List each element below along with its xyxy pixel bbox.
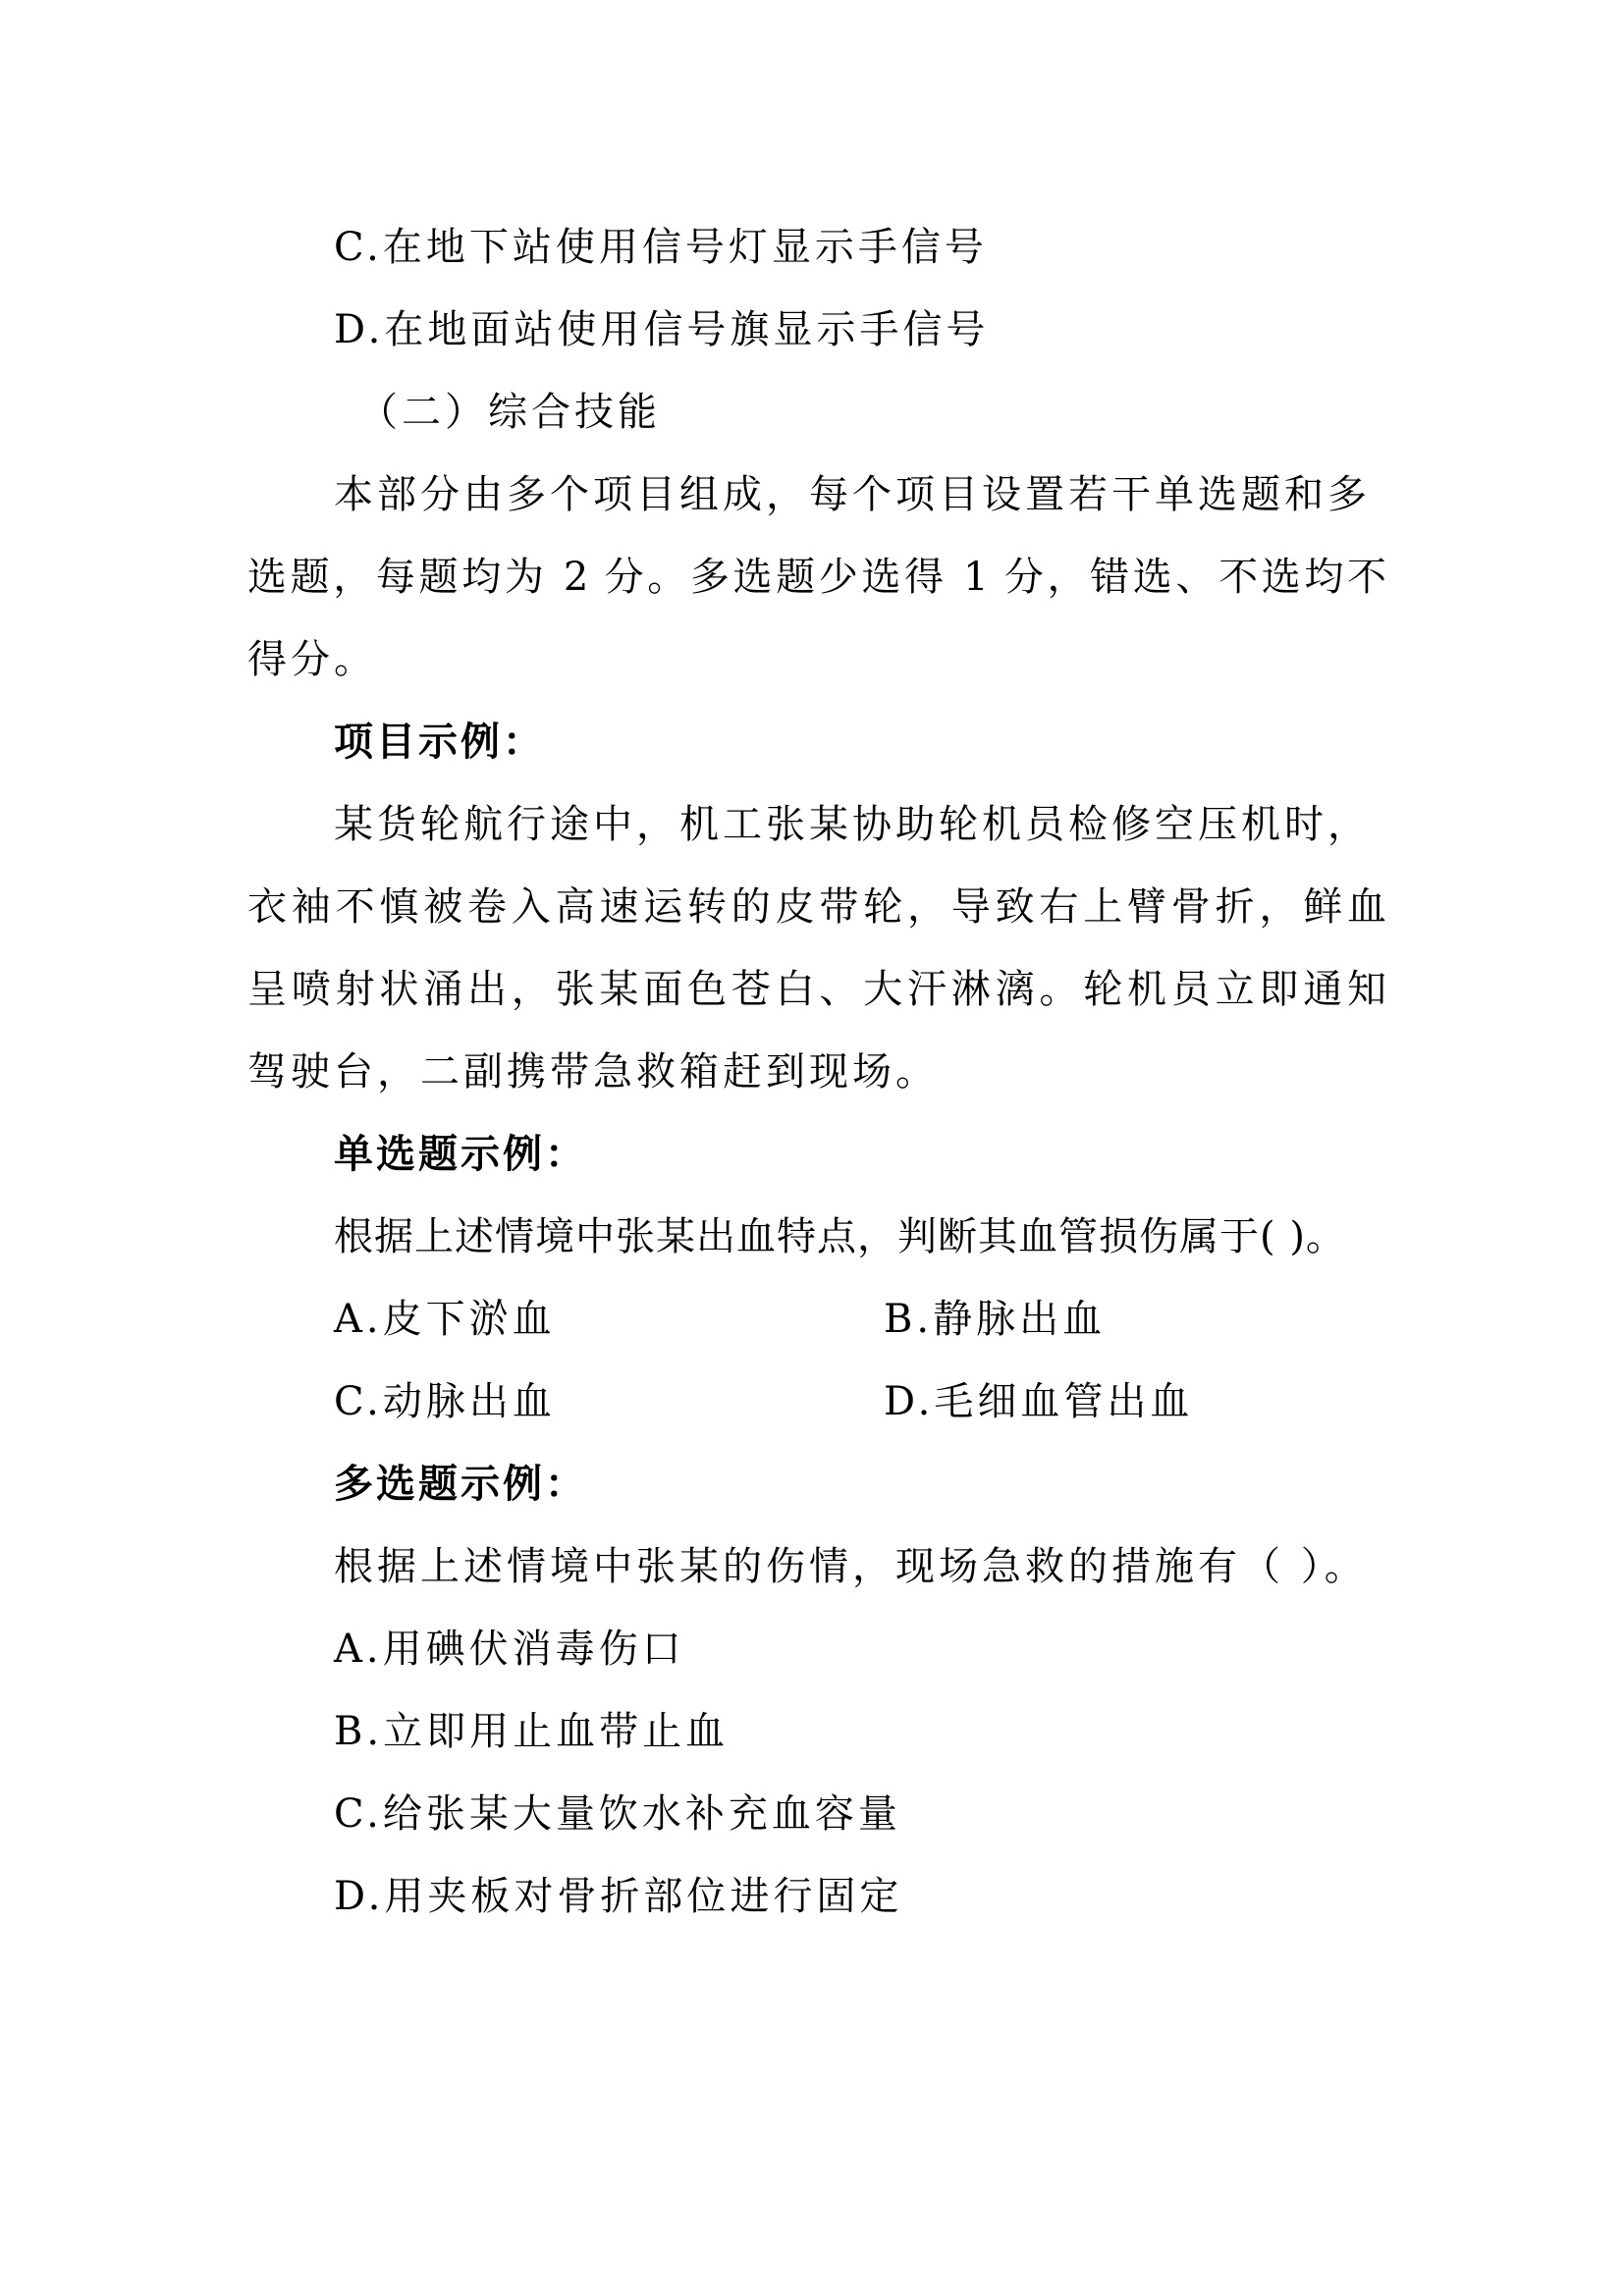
single-choice-heading: 单选题示例： bbox=[334, 1132, 587, 1177]
multi-option-a: A.用碘伏消毒伤口 bbox=[334, 1627, 685, 1672]
multi-option-b: B.立即用止血带止血 bbox=[334, 1709, 730, 1754]
example-heading: 项目示例： bbox=[334, 720, 545, 765]
intro-line-1: 本部分由多个项目组成，每个项目设置若干单选题和多 bbox=[334, 472, 1371, 517]
prev-option-d: D.在地面站使用信号旗显示手信号 bbox=[334, 307, 990, 352]
multi-choice-heading: 多选题示例： bbox=[334, 1462, 587, 1507]
single-option-a: A.皮下淤血 bbox=[334, 1297, 556, 1342]
single-option-d: D.毛细血管出血 bbox=[884, 1379, 1194, 1424]
single-choice-question: 根据上述情境中张某出血特点，判断其血管损伤属于( )。 bbox=[334, 1214, 1346, 1259]
single-option-b: B.静脉出血 bbox=[884, 1297, 1107, 1342]
single-option-c: C.动脉出血 bbox=[334, 1379, 556, 1424]
scenario-line-2: 衣袖不慎被卷入高速运转的皮带轮，导致右上臂骨折，鲜血 bbox=[247, 884, 1386, 930]
scenario-line-4: 驾驶台，二副携带急救箱赶到现场。 bbox=[247, 1049, 939, 1095]
multi-choice-question: 根据上述情境中张某的伤情，现场急救的措施有（ ）。 bbox=[334, 1544, 1368, 1589]
intro-line-3: 得分。 bbox=[247, 637, 377, 682]
section-heading: （二）综合技能 bbox=[358, 390, 661, 435]
scenario-line-3: 呈喷射状涌出，张某面色苍白、大汗淋漓。轮机员立即通知 bbox=[247, 967, 1386, 1012]
intro-line-2: 选题，每题均为 2 分。多选题少选得 1 分，错选、不选均不 bbox=[247, 555, 1386, 600]
scenario-line-1: 某货轮航行途中，机工张某协助轮机员检修空压机时， bbox=[334, 802, 1371, 847]
prev-option-c: C.在地下站使用信号灯显示手信号 bbox=[334, 225, 988, 270]
multi-option-c: C.给张某大量饮水补充血容量 bbox=[334, 1791, 901, 1837]
multi-option-d: D.用夹板对骨折部位进行固定 bbox=[334, 1874, 903, 1919]
